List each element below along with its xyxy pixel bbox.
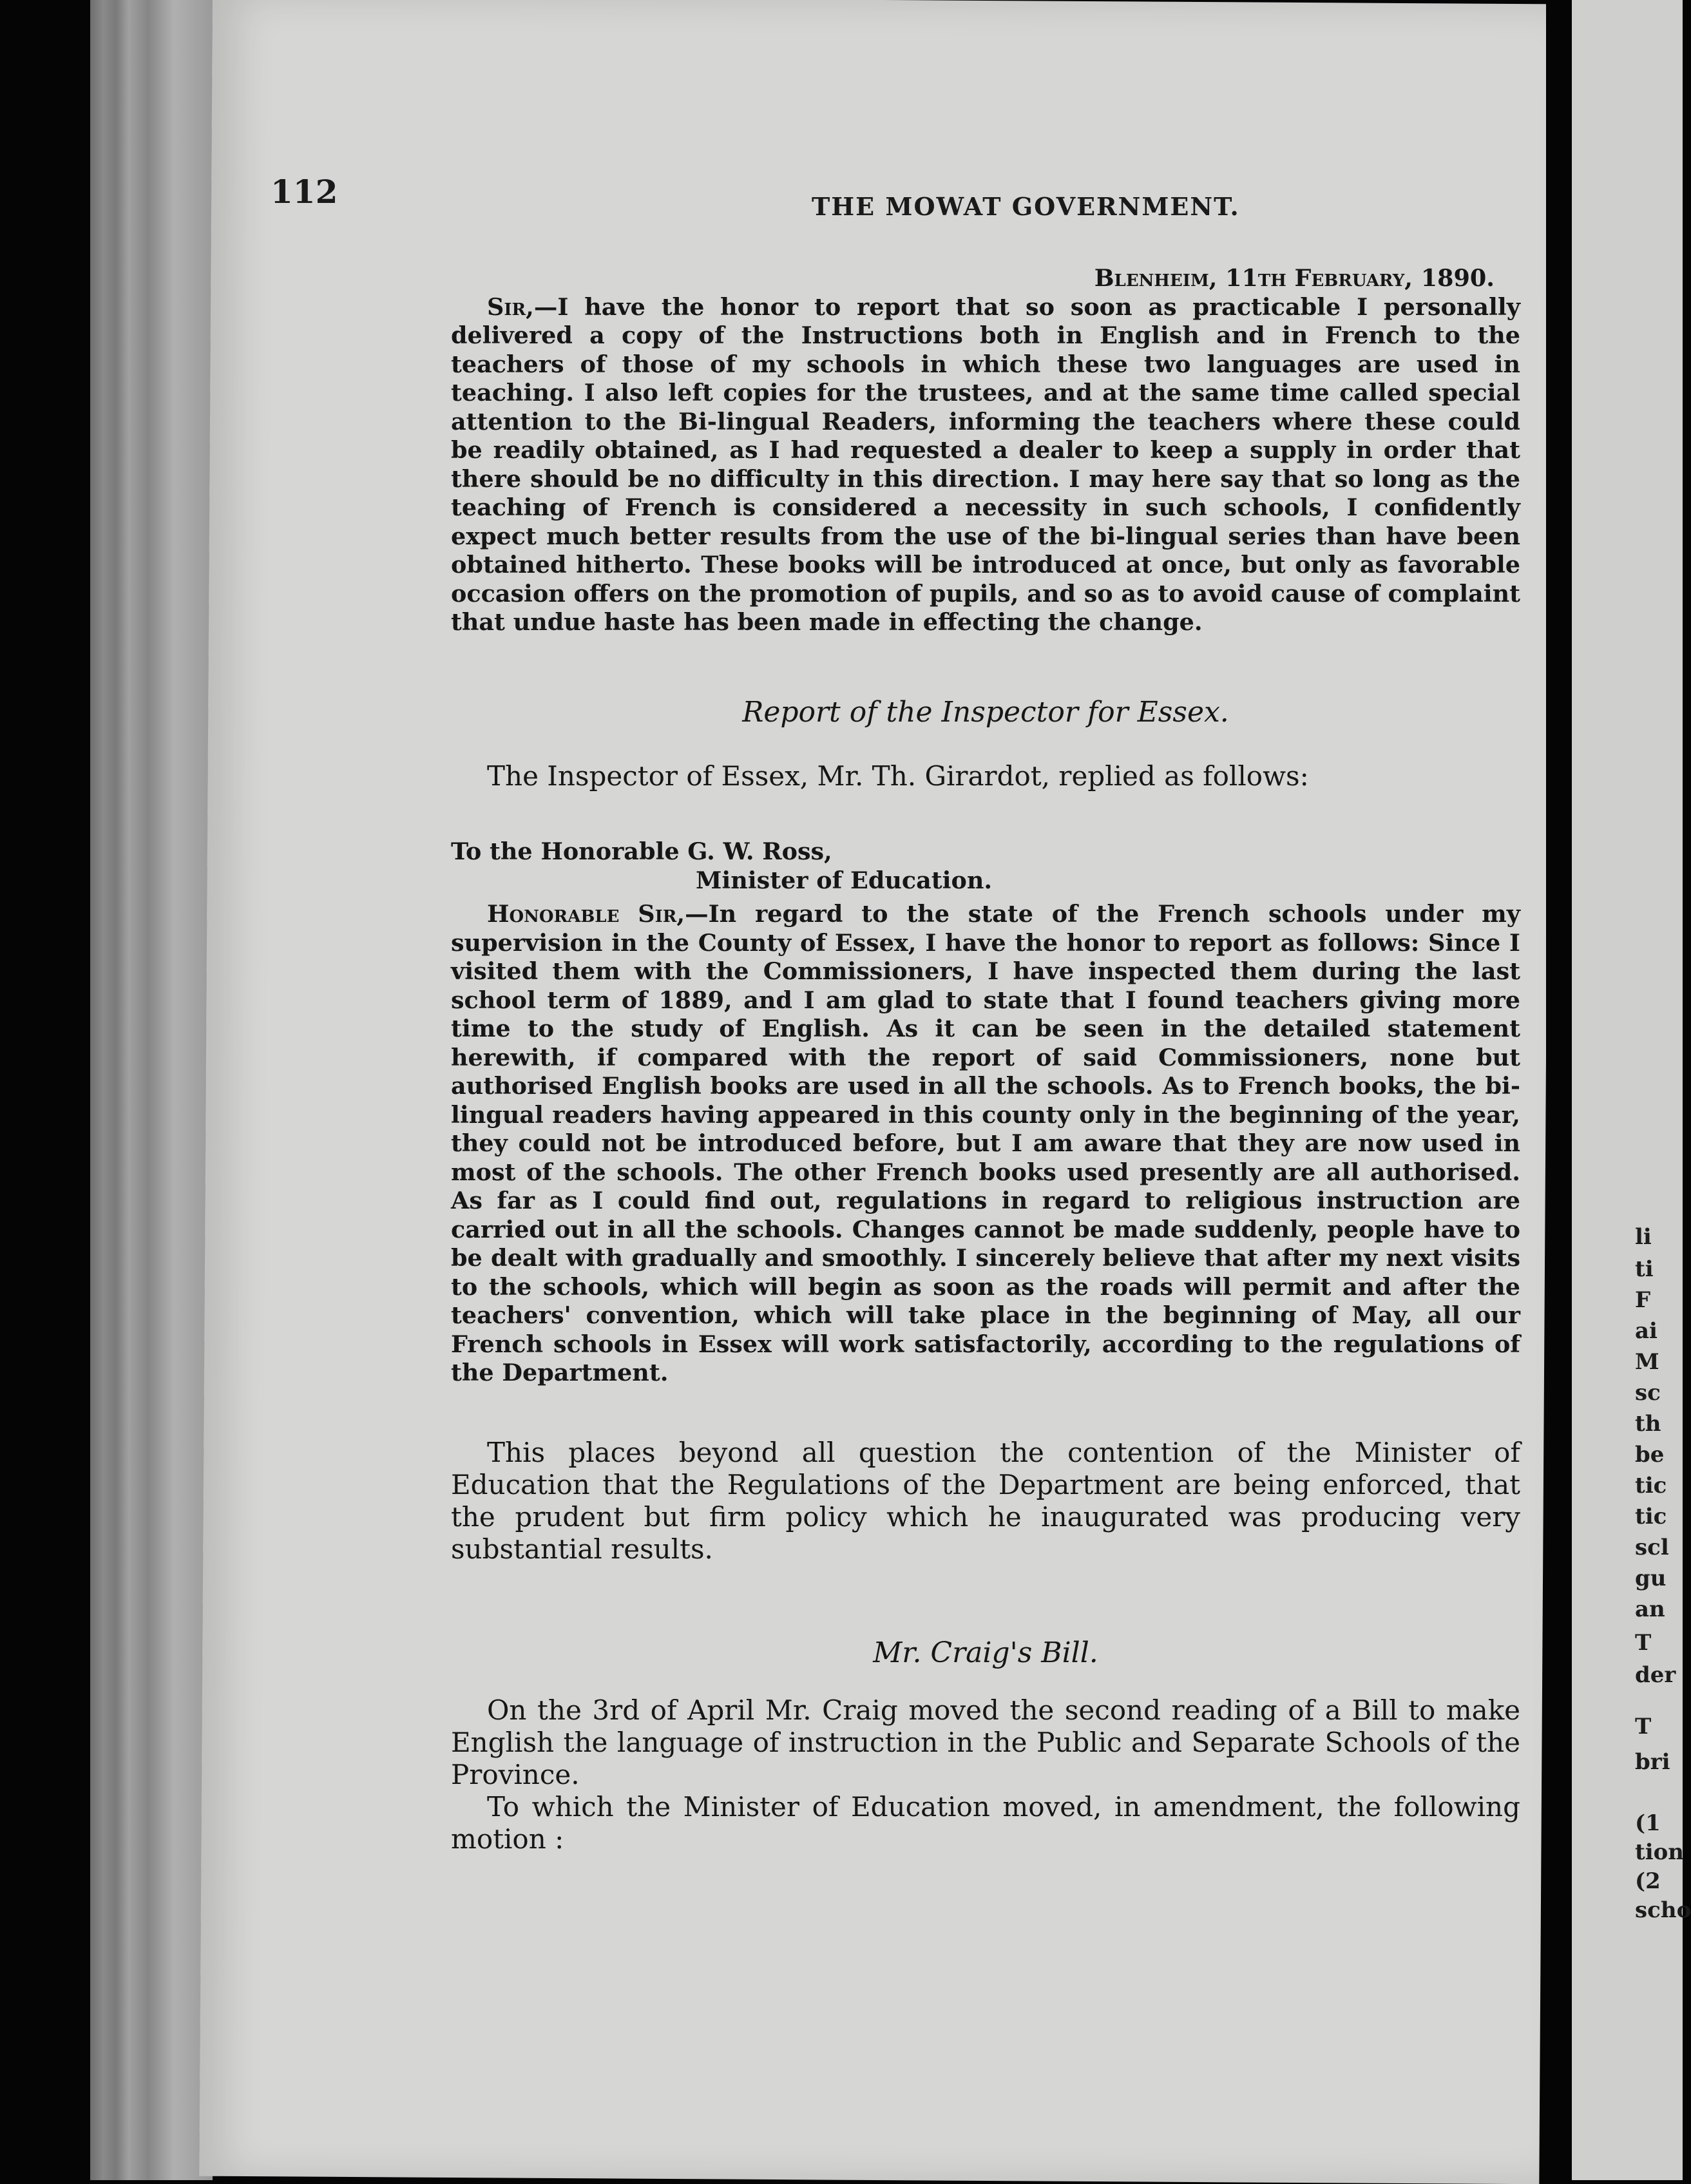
page-header (271, 166, 1495, 224)
essex-heading: Report of the Inspector for Essex. (742, 696, 1229, 729)
facing-frag: scho (1635, 1897, 1691, 1923)
craig-heading: Mr. Craig's Bill. (873, 1636, 1098, 1669)
essex-intro-block (451, 760, 1520, 792)
facing-frag: (1 (1635, 1810, 1661, 1836)
running-head: THE MOWAT GOVERNMENT. (812, 192, 1240, 221)
letter-body: Sir,—I have the honor to report that so soon as practicable I personally delivered a copy of the Instructions both in English and in French to the teachers of those of my schools in which these two languages are used in teaching. I also left copies for the trustees, and at the same time called special attention to the Bi-lingual Readers, informing the teachers where these could be readily obtained, as I had requested a dealer to keep a supply in order that there should be no difficulty in this direction. I may here say that so long as the teaching of French is considered a necessity in such schools, I confidently expect much better results from the use of the bi-lingual series than have been obtained hitherto. These books will be introduced at once, but only as favorable occasion offers on the promotion of pupils, and so as to avoid cause of complaint that undue haste has been made in effecting the change. (451, 292, 1520, 636)
page-number: 112 (271, 173, 338, 211)
essex-section (451, 696, 1520, 729)
facing-frag: T (1635, 1714, 1652, 1739)
facing-frag: gu (1635, 1566, 1667, 1591)
facing-frag: (2 (1635, 1868, 1661, 1894)
facing-frag: tic (1635, 1473, 1667, 1499)
page-stack-edge (90, 0, 213, 2180)
facing-frag: tion (1635, 1839, 1685, 1865)
essex-letter-block (451, 838, 1520, 1388)
craig-body-block (451, 1694, 1520, 1855)
letter-dateline: Blenheim, 11th February, 1890. (1094, 264, 1495, 292)
facing-frag: sc (1635, 1380, 1661, 1406)
letter-block (451, 264, 1520, 637)
craig-section (451, 1636, 1520, 1669)
essex-intro: The Inspector of Essex, Mr. Th. Girardot, replied as follows: (487, 760, 1309, 792)
commentary-block (451, 1437, 1520, 1566)
facing-frag: T (1635, 1630, 1652, 1656)
letter-salutation: Sir, (487, 292, 534, 321)
facing-frag: th (1635, 1411, 1661, 1437)
facing-frag: F (1635, 1287, 1651, 1313)
facing-frag: be (1635, 1442, 1665, 1468)
facing-frag: ai (1635, 1318, 1658, 1344)
facing-frag: scl (1635, 1535, 1669, 1560)
craig-para-2: To which the Minister of Education moved, in amendment, the following motion : (451, 1791, 1520, 1855)
facing-frag: der (1635, 1662, 1676, 1688)
facing-frag: tic (1635, 1504, 1667, 1529)
craig-para-1: On the 3rd of April Mr. Craig moved the second reading of a Bill to make English the language of instruction in the Public and Separate Schools of the Province. (451, 1694, 1520, 1790)
facing-frag: bri (1635, 1749, 1670, 1775)
facing-frag: li (1635, 1224, 1652, 1250)
commentary: This places beyond all question the contention of the Minister of Education that the Regulations of the Department are being enforced, that the prudent but firm policy which he inaugurated was producing very substantial results. (451, 1437, 1520, 1565)
essex-letter-body: Honorable Sir,—In regard to the state of the French schools under my supervision in the County of Essex, I have the honor to report as follows: Since I visited them with the Commissioners, I have inspected them during the last school term of 1889, and I am glad to state that I found teachers giving more time to the study of English. As it can be seen in the detailed statement herewith, if compared with the report of said Commissioners, none but authorised English books are used in all the schools. As to French books, the bi-lingual readers having appeared in this county only in the beginning of the year, they could not be introduced before, but I am aware that they are now used in most of the schools. The other French books used presently are all authorised. As far as I could find out, regulations in regard to religious instruction are carried out in all the schools. Changes cannot be made suddenly, people have to be dealt with gradually and smoothly. I sincerely believe that after my next visits to the schools, which will begin as soon as the roads will permit and after the teachers' convention, which will take place in the beginning of May, all our French schools in Essex will work satisfactorily, according to the regulations of the Department. (451, 900, 1520, 1386)
essex-salutation: Honorable Sir, (487, 900, 685, 928)
address-line-2: Minister of Education. (696, 866, 993, 894)
facing-frag: ti (1635, 1256, 1654, 1282)
address-line-1: To the Honorable G. W. Ross, (451, 838, 832, 865)
facing-frag: M (1635, 1349, 1659, 1375)
facing-frag: an (1635, 1596, 1665, 1622)
